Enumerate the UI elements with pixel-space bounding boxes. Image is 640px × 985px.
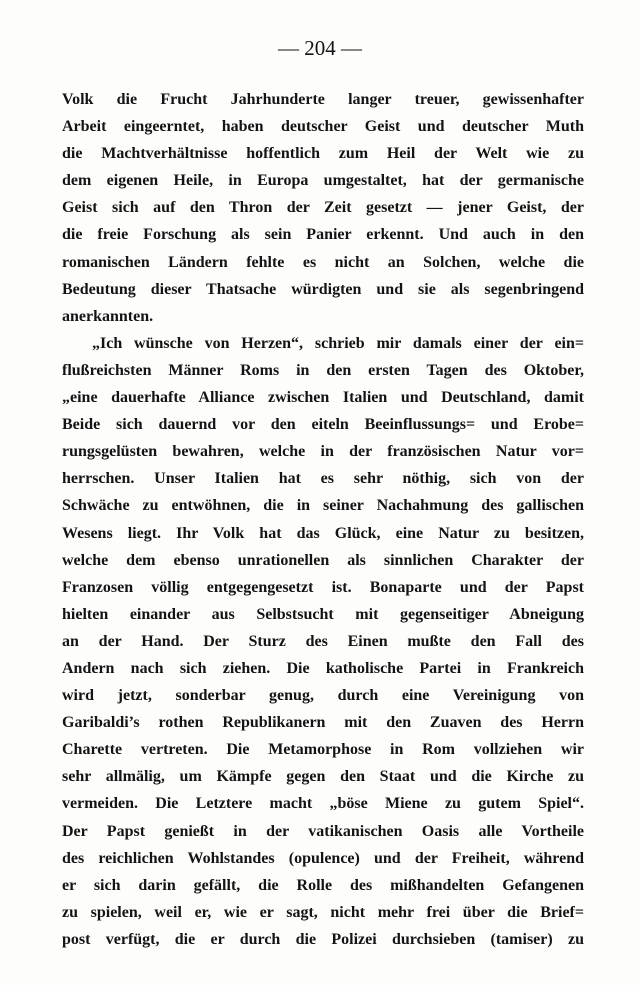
text-line: herrschen. Unser Italien hat es sehr nöthig, sich von der — [62, 470, 584, 488]
text-line: zu spielen, weil er, wie er sagt, nicht mehr frei über die Brief= — [62, 903, 584, 921]
text-line: Franzosen völlig entgegengesetzt ist. Bonaparte und der Papst — [62, 578, 584, 596]
text-line: „Ich wünsche von Herzen“, schrieb mir damals einer der ein= — [92, 334, 584, 352]
text-line: Bedeutung dieser Thatsache würdigten und sie als segenbringend — [62, 280, 584, 298]
text-line: Der Papst genießt in der vatikanischen Oasis alle Vortheile — [62, 822, 584, 840]
text-line: die freie Forschung als sein Panier erkennt. Und auch in den — [62, 226, 584, 244]
text-line: hielten einander aus Selbstsucht mit gegenseitiger Abneigung — [62, 605, 584, 623]
text-line: Beide sich dauernd vor den eiteln Beeinflussungs= und Erobe= — [62, 416, 584, 434]
text-line: romanischen Ländern fehlte es nicht an Solchen, welche die — [62, 253, 584, 271]
text-line: Volk die Frucht Jahrhunderte langer treuer, gewissenhafter — [62, 91, 584, 108]
text-line: an der Hand. Der Sturz des Einen mußte den Fall des — [62, 632, 584, 650]
text-line: Geist sich auf den Thron der Zeit gesetzt — jener Geist, der — [62, 199, 584, 217]
text-line: sehr allmälig, um Kämpfe gegen den Staat und die Kirche zu — [62, 768, 584, 786]
text-line: flußreichsten Männer Roms in den ersten Tagen des Oktober, — [62, 361, 584, 379]
page-number: — 204 — — [278, 36, 362, 60]
text-line: post verfügt, die er durch die Polizei durchsieben (tamiser) zu — [62, 930, 584, 948]
text-line: Garibaldi’s rothen Republikanern mit den Zuaven des Herrn — [62, 714, 584, 732]
text-line: rungsgelüsten bewahren, welche in der französischen Natur vor= — [62, 443, 584, 461]
text-line: vermeiden. Die Letztere macht „böse Miene zu gutem Spiel“. — [62, 795, 584, 813]
text-line: Wesens liegt. Ihr Volk hat das Glück, eine Natur zu besitzen, — [62, 524, 584, 542]
text-line: die Machtverhältnisse hoffentlich zum Heil der Welt wie zu — [62, 145, 584, 163]
text-line: Andern nach sich ziehen. Die katholische Partei in Frankreich — [62, 659, 584, 677]
text-line: des reichlichen Wohlstandes (opulence) und der Freiheit, während — [62, 849, 584, 867]
text-line: Schwäche zu entwöhnen, die in seiner Nachahmung des gallischen — [62, 497, 584, 515]
text-line: wird jetzt, sonderbar genug, durch eine Vereinigung von — [62, 687, 584, 705]
text-line: anerkannten. — [62, 307, 154, 325]
text-line: Charette vertreten. Die Metamorphose in Rom vollziehen wir — [62, 741, 584, 759]
paragraph — [62, 86, 584, 330]
text-line: er sich darin gefällt, die Rolle des mißhandelten Gefangenen — [62, 876, 584, 894]
text-line: welche dem ebenso unrationellen als sinnlichen Charakter der — [62, 551, 584, 569]
body-text — [62, 86, 584, 953]
text-line: „eine dauerhafte Alliance zwischen Italien und Deutschland, damit — [62, 389, 584, 407]
text-line: dem eigenen Heile, in Europa umgestaltet, hat der germanische — [62, 172, 584, 190]
paragraph — [62, 330, 584, 953]
text-line: Arbeit eingeerntet, haben deutscher Geist und deutscher Muth — [62, 118, 584, 136]
